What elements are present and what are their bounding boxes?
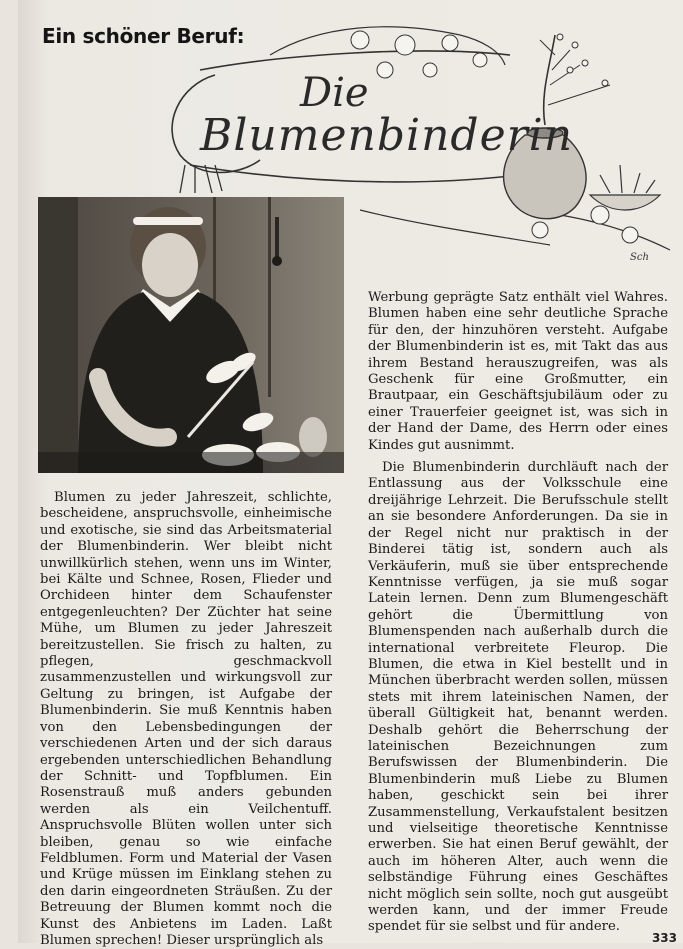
right-column	[368, 290, 668, 936]
title-line-1: Die	[300, 70, 369, 116]
signature: Sch	[630, 252, 649, 263]
photo-image	[38, 197, 344, 473]
page-number: 333	[651, 931, 677, 945]
paragraph: Blumen zu jeder Jahreszeit, schlichte, bescheidene, anspruchsvolle, einheimische und exotische, sie sind das Arbeitsmaterial der Blumenbinderin. Wer bleibt nicht unwillkürlich stehen, wenn uns im Winter, bei Kälte und Schnee, Rosen, Flieder und Orchideen hinter dem Schaufenster entgegenleuchten? Der Züchter hat seine Mühe, um Blumen zu jeder Jahreszeit bereitzustellen. Sie frisch zu halten, zu pflegen, geschmackvoll zusammenzustellen und wirkungsvoll zur Geltung zu bringen, ist Aufgabe der Blumenbinderin. Sie muß Kenntnis haben von den Lebensbedingungen der verschiedenen Arten und der sich daraus ergebenden unterschiedlichen Behandlung der Schnitt- und Topfblumen. Ein Rosenstrauß muß anders gebunden werden als ein Veilchentuff. Anspruchsvolle Blüten wollen unter sich bleiben, genau so wie einfache Feldblumen. Form und Material der Vasen und Krüge müssen im Einklang stehen zu den darin eingeordneten Sträußen. Zu der Betreuung der Blumen kommt noch die Kunst des Anbietens im Laden. Laßt Blumen sprechen! Dieser ursprünglich als	[40, 490, 332, 948]
kicker-heading: Ein schöner Beruf:	[42, 24, 245, 48]
title-line-2: Blumenbinderin	[200, 110, 574, 161]
article-title	[170, 60, 574, 180]
left-column	[40, 490, 332, 949]
paragraph: Die Blumenbinderin durchläuft nach der Entlassung aus der Volksschule eine dreijährige Lehrzeit. Die Berufsschule stellt an sie besondere Anforderungen. Da sie in der Regel nicht nur praktisch in der Binderei tätig ist, sondern auch als Verkäuferin, muß sie über entsprechende Kenntnisse verfügen, ja sie muß sogar Latein lernen. Denn zum Blumengeschäft gehört die Übermittlung von Blumenspenden nach außerhalb durch die international verbreitete Fleurop. Die Blumen, die etwa in Kiel bestellt und in München überbracht werden sollen, müssen stets mit ihrem lateinischen Namen, der überall Gültigkeit hat, benannt werden. Deshalb gehört die Beherrschung der lateinischen Bezeichnungen zum Berufswissen der Blumenbinderin. Die Blumenbinderin muß Liebe zu Blumen haben, geschickt sein bei ihrer Zusammenstellung, Verkaufstalent besitzen und vielseitige theoretische Kenntnisse erwerben. Sie hat einen Beruf gewählt, der auch im höheren Alter, auch wenn die selbständige Führung eines Geschäftes nicht möglich sein sollte, noch gut ausgeübt werden kann, und der immer Freude spendet für sie selbst und für andere.	[368, 460, 668, 935]
paragraph: Werbung geprägte Satz enthält viel Wahres. Blumen haben eine sehr deutliche Sprache für den, der hinzuhören versteht. Aufgabe der Blumenbinderin ist es, mit Takt das aus ihrem Bestand herauszugreifen, was als Geschenk für eine Großmutter, ein Brautpaar, ein Geschäftsjubiläum oder zu einer Trauerfeier geeignet ist, was sich in der Hand der Dame, des Herrn oder eines Kindes gut ausnimmt.	[368, 290, 668, 453]
florist-photo	[38, 197, 344, 473]
